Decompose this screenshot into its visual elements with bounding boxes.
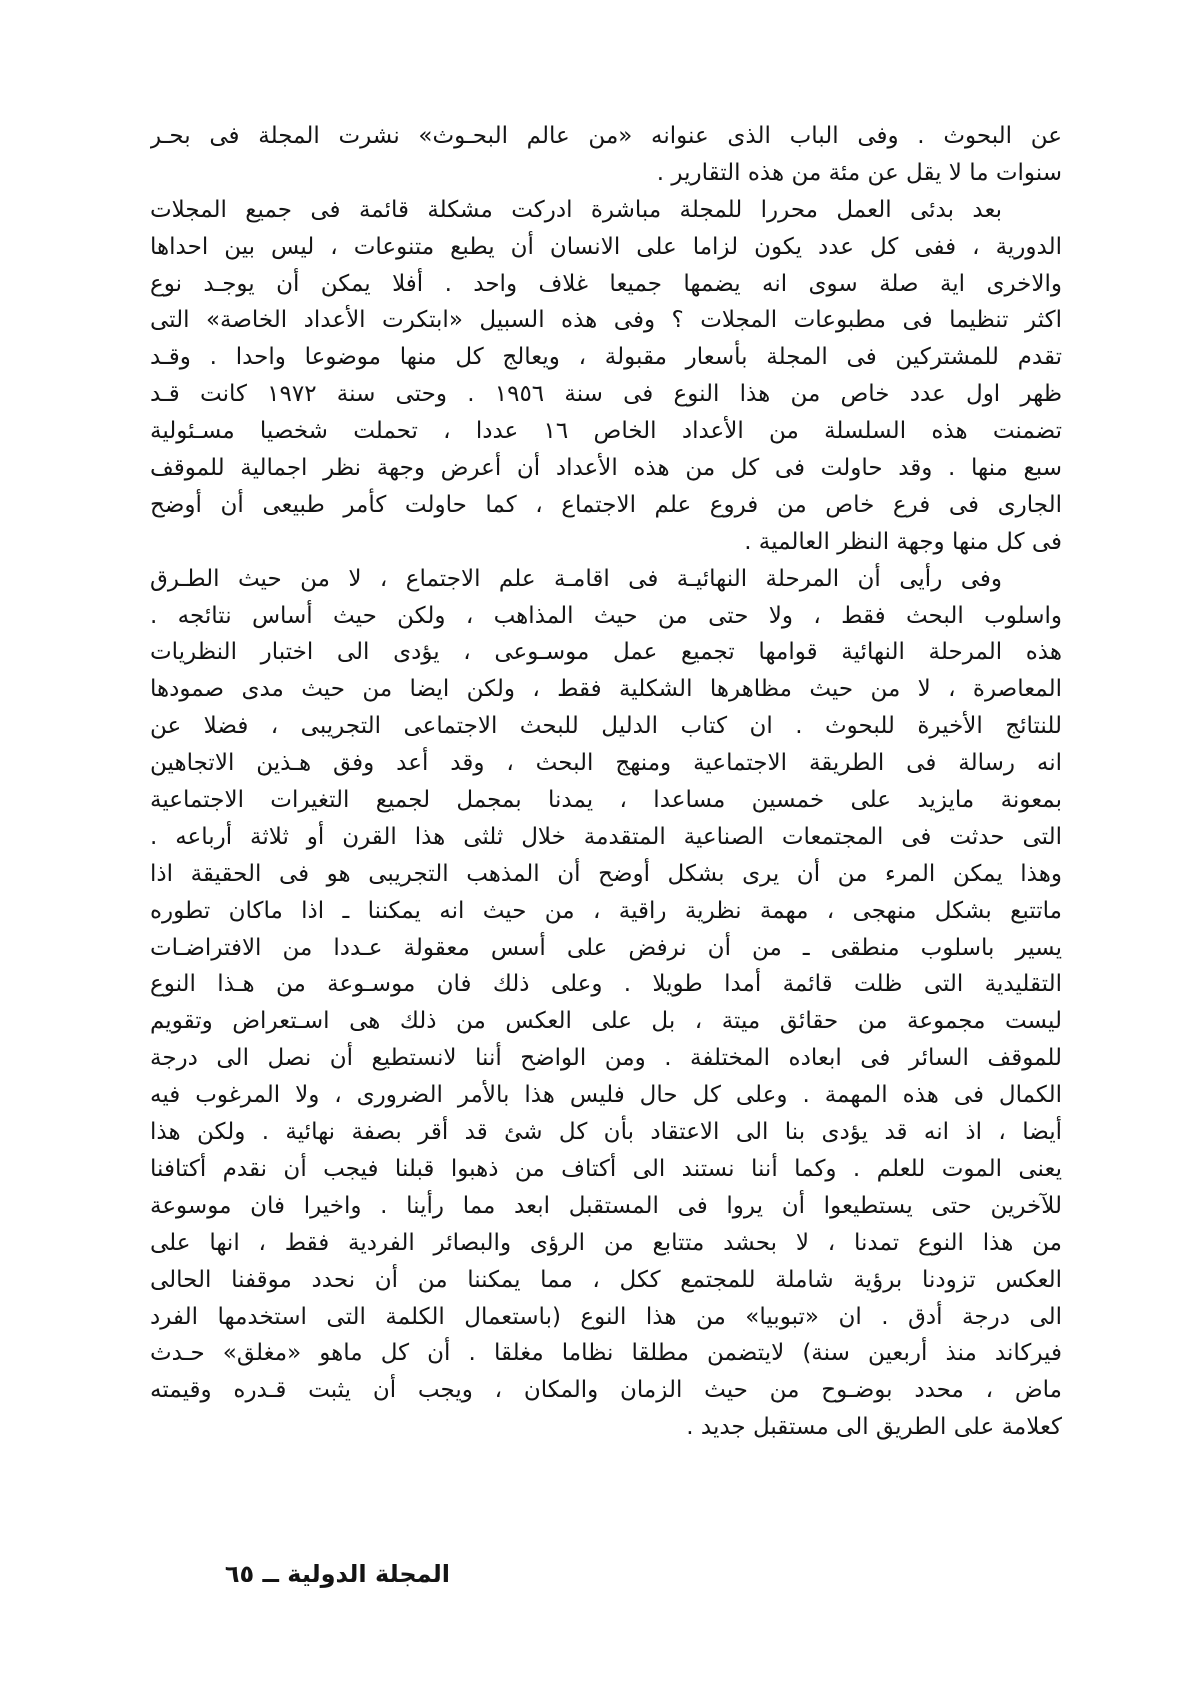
text-line: اكثر تنظيما فى مطبوعات المجلات ؟ وفى هذه السبيل «ابتكرت الأعداد الخاصة» التى [150, 307, 1062, 334]
text-line: بمعونة مايزيد على خمسين مساعدا ، يمدنا بمجمل لجميع التغيرات الاجتماعية [150, 787, 1062, 814]
text-line: الكمال فى هذه المهمة . وعلى كل حال فليس هذا بالأمر الضرورى ، ولا المرغوب فيه [150, 1082, 1062, 1109]
text-line: ليست مجموعة من حقائق ميتة ، بل على العكس من ذلك هى اسـتعراض وتقويم [150, 1008, 1062, 1035]
text-line: سبع منها . وقد حاولت فى كل من هذه الأعداد أن أعرض وجهة نظر اجمالية للموقف [150, 455, 1062, 482]
text-line: المعاصرة ، لا من حيث مظاهرها الشكلية فقط ، ولكن ايضا من حيث مدى صمودها [150, 676, 1062, 703]
text-line: تقدم للمشتركين فى المجلة بأسعار مقبولة ، ويعالج كل منها موضوعا واحدا . وقـد [150, 344, 1062, 371]
text-line: سنوات ما لا يقل عن مئة من هذه التقارير . [656, 159, 1062, 186]
text-line: عن البحوث . وفى الباب الذى عنوانه «من عالم البحـوث» نشرت المجلة فى بحـر [150, 123, 1062, 149]
text-line: وفى رأيى أن المرحلة النهائيـة فى اقامـة علم الاجتماع ، لا من حيث الطـرق [150, 565, 1002, 592]
text-line: العكس تزودنا برؤية شاملة للمجتمع ككل ، مما يمكننا من أن نحدد موقفنا الحالى [150, 1266, 1062, 1293]
text-line: ظهر اول عدد خاص من هذا النوع فى سنة ١٩٥٦ . وحتى سنة ١٩٧٢ كانت قـد [150, 381, 1062, 408]
text-line: يعنى الموت للعلم . وكما أننا نستند الى أكتاف من ذهبوا قبلنا فيجب أن نقدم أكتافنا [150, 1155, 1062, 1182]
text-line: للآخرين حتى يستطيعوا أن يروا فى المستقبل ابعد مما رأينا . واخيرا فان موسوعة [150, 1192, 1062, 1219]
text-line: انه رسالة فى الطريقة الاجتماعية ومنهج البحث ، وقد أعد وفق هـذين الاتجاهين [150, 750, 1062, 777]
text-line: تضمنت هذه السلسلة من الأعداد الخاص ١٦ عددا ، تحملت شخصيا مسـئولية [150, 418, 1062, 445]
text-line: ماض ، محدد بوضـوح من حيث الزمان والمكان ، ويجب أن يثبت قـدره وقيمته [150, 1377, 1062, 1404]
text-line: كعلامة على الطريق الى مستقبل جديد . [686, 1414, 1062, 1441]
text-line: يسير باسلوب منطقى ـ من أن نرفض على أسس معقولة عـددا من الافتراضـات [150, 934, 1062, 961]
paragraph [150, 192, 1062, 561]
text-line: للنتائج الأخيرة للبحوث . ان كتاب الدليل للبحث الاجتماعى التجريبى ، فضلا عن [150, 713, 1062, 740]
text-line: فيركاند منذ أربعين سنة) لايتضمن مطلقا نظاما مغلقا . أن كل ماهو «مغلق» حـدث [150, 1340, 1062, 1367]
text-line: ماتتبع بشكل منهجى ، مهمة نظرية راقية ، من حيث انه يمكننا ـ اذا ماكان تطوره [150, 897, 1062, 924]
document-page [150, 118, 1062, 1446]
text-line: واسلوب البحث فقط ، ولا حتى من حيث المذاهب ، ولكن حيث أساس نتائجه . [150, 602, 1062, 629]
text-line: التى حدثت فى المجتمعات الصناعية المتقدمة خلال ثلثى هذا القرن أو ثلاثة أرباعه . [150, 823, 1062, 850]
paragraph [150, 118, 1062, 192]
text-line: الدورية ، ففى كل عدد يكون لزاما على الانسان أن يطبع متنوعات ، ليس بين احداها [150, 233, 1062, 260]
text-line: هذه المرحلة النهائية قوامها تجميع عمل موسـوعى ، يؤدى الى اختبار النظريات [150, 639, 1062, 666]
text-line: فى كل منها وجهة النظر العالمية . [744, 528, 1062, 555]
page-footer: المجلة الدولية ــ ٦٥ [224, 1560, 450, 1588]
text-line: التقليدية التى ظلت قائمة أمدا طويلا . وعلى ذلك فان موسـوعة من هـذا النوع [150, 971, 1062, 998]
text-line: أيضا ، اذ انه قد يؤدى بنا الى الاعتقاد بأن كل شئ قد أقر بصفة نهائية . ولكن هذا [150, 1119, 1062, 1146]
text-line: بعد بدئى العمل محررا للمجلة مباشرة ادركت مشكلة قائمة فى جميع المجلات [150, 196, 1002, 223]
text-line: والاخرى اية صلة سوى انه يضمها جميعا غلاف واحد . أفلا يمكن أن يوجـد نوع [150, 270, 1062, 297]
text-line: من هذا النوع تمدنا ، لا بحشد متتابع من الرؤى والبصائر الفردية فقط ، انها على [150, 1229, 1062, 1256]
text-line: وهذا يمكن المرء من أن يرى بشكل أوضح أن المذهب التجريبى هو فى الحقيقة اذا [150, 860, 1062, 887]
text-line: الى درجة أدق . ان «تبوبيا» من هذا النوع (باستعمال الكلمة التى استخدمها الفرد [150, 1303, 1062, 1330]
text-line: الجارى فى فرع خاص من فروع علم الاجتماع ، كما حاولت كأمر طبيعى أن أوضح [150, 491, 1062, 518]
text-line: للموقف السائر فى ابعاده المختلفة . ومن الواضح أننا لانستطيع أن نصل الى درجة [150, 1045, 1062, 1072]
paragraph [150, 561, 1062, 1446]
